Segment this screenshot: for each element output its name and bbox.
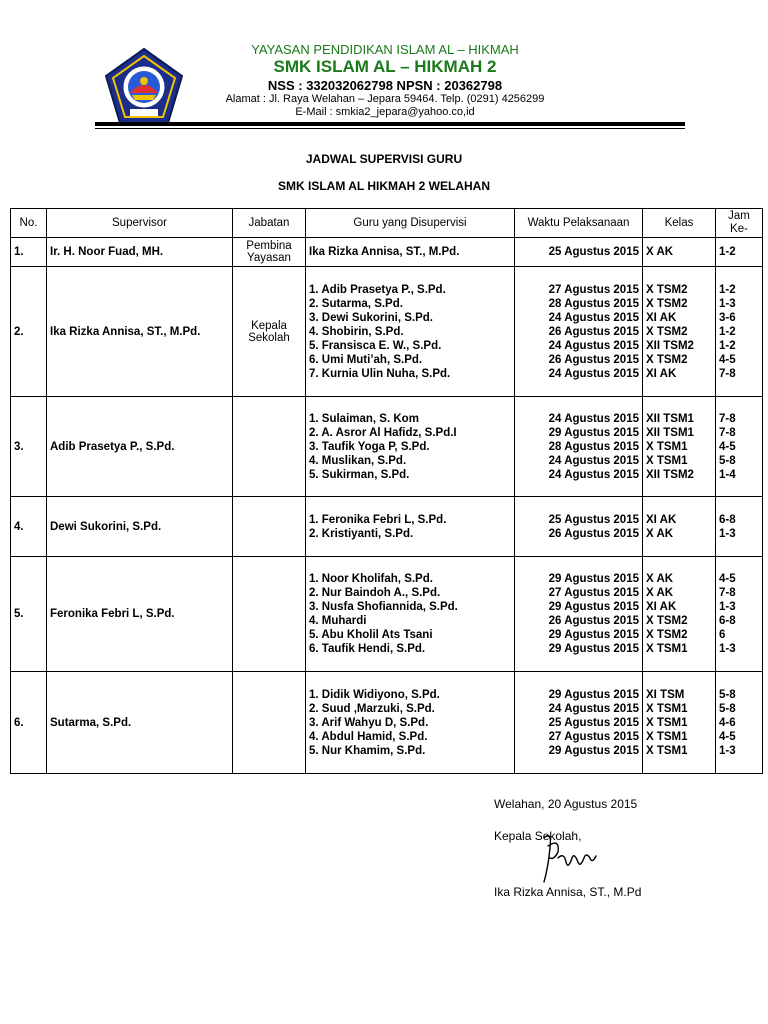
kelas-item: X TSM1 [646, 730, 688, 743]
table-row [11, 267, 763, 397]
guru-item: 1. Noor Kholifah, S.Pd. [309, 573, 433, 585]
letterhead-rule-thick [95, 122, 685, 126]
waktu-list [518, 245, 639, 259]
guru-item: 5. Abu Kholil Ats Tsani [309, 629, 433, 641]
table-row [11, 557, 763, 672]
jam-list [719, 412, 759, 482]
row-number: 6. [11, 672, 47, 774]
kelas-item: X TSM1 [646, 643, 688, 655]
guru-item: 2. Kristiyanti, S.Pd. [309, 527, 414, 540]
kelas-cell [643, 557, 716, 672]
kelas-item: X TSM1 [646, 702, 688, 715]
school-address: Alamat : Jl. Raya Welahan – Jepara 59464. Telp. (0291) 4256299 [225, 93, 545, 105]
jam-item: 6-8 [719, 615, 736, 627]
waktu-item: 29 Agustus 2015 [548, 643, 639, 655]
kelas-list [646, 245, 712, 259]
kelas-item: X TSM2 [646, 629, 688, 641]
waktu-item: 27 Agustus 2015 [548, 730, 639, 743]
jam-list [719, 245, 759, 259]
kelas-item: XI TSM [646, 688, 685, 701]
kelas-item: X TSM2 [646, 353, 688, 366]
guru-item: 4. Abdul Hamid, S.Pd. [309, 730, 428, 743]
waktu-item: 29 Agustus 2015 [548, 744, 639, 757]
waktu-cell [515, 497, 643, 557]
kelas-item: X TSM1 [646, 454, 688, 467]
jam-cell [716, 397, 763, 497]
waktu-item: 24 Agustus 2015 [548, 702, 639, 715]
guru-list [309, 245, 511, 259]
guru-item: 1. Didik Widiyono, S.Pd. [309, 688, 440, 701]
waktu-list [518, 412, 639, 482]
kelas-item: XII TSM2 [646, 339, 694, 352]
waktu-item: 29 Agustus 2015 [548, 629, 639, 641]
kelas-item: X TSM1 [646, 716, 688, 729]
guru-item: 2. Sutarma, S.Pd. [309, 297, 403, 310]
guru-item: 1. Feronika Febri L, S.Pd. [309, 513, 447, 526]
supervisor-name: Dewi Sukorini, S.Pd. [47, 497, 233, 557]
jam-item: 1-2 [719, 283, 736, 296]
header-waktu: Waktu Pelaksanaan [515, 209, 643, 238]
kelas-item: XII TSM1 [646, 412, 694, 425]
waktu-item: 24 Agustus 2015 [548, 412, 639, 425]
kelas-item: XI AK [646, 601, 677, 613]
document-subtitle: SMK ISLAM AL HIKMAH 2 WELAHAN [278, 179, 490, 193]
jam-item: 1-3 [719, 297, 736, 310]
jam-list [719, 688, 759, 758]
handwritten-signature [538, 828, 600, 886]
guru-cell [306, 672, 515, 774]
waktu-item: 29 Agustus 2015 [548, 601, 639, 613]
waktu-item: 27 Agustus 2015 [548, 587, 639, 599]
jam-item: 4-5 [719, 353, 736, 366]
kelas-list [646, 572, 712, 656]
guru-list [309, 283, 511, 381]
signature-role: Kepala Sekolah, [494, 829, 582, 843]
table-header-row [11, 209, 763, 238]
jam-item: 4-5 [719, 573, 736, 585]
jam-item: 3-6 [719, 311, 736, 324]
jabatan-cell [233, 557, 306, 672]
guru-item: 7. Kurnia Ulin Nuha, S.Pd. [309, 367, 451, 380]
waktu-list [518, 283, 639, 381]
guru-list [309, 513, 511, 541]
signature-name: Ika Rizka Annisa, ST., M.Pd [494, 885, 642, 899]
guru-item: 3. Taufik Yoga P, S.Pd. [309, 440, 430, 453]
jam-cell [716, 267, 763, 397]
guru-item: 5. Fransisca E. W., S.Pd. [309, 339, 442, 352]
guru-item: Ika Rizka Annisa, ST., M.Pd. [309, 246, 460, 258]
jam-item: 7-8 [719, 412, 736, 425]
guru-list [309, 572, 511, 656]
waktu-list [518, 572, 639, 656]
guru-cell [306, 267, 515, 397]
kelas-item: X TSM2 [646, 325, 688, 338]
kelas-cell [643, 267, 716, 397]
guru-item: 4. Shobirin, S.Pd. [309, 325, 404, 338]
jam-list [719, 513, 759, 541]
kelas-list [646, 412, 712, 482]
kelas-item: X TSM1 [646, 440, 688, 453]
supervisor-name: Adib Prasetya P., S.Pd. [47, 397, 233, 497]
guru-item: 1. Sulaiman, S. Kom [309, 412, 419, 425]
school-logo [104, 47, 184, 125]
guru-item: 2. Suud ,Marzuki, S.Pd. [309, 702, 435, 715]
jabatan-cell [233, 397, 306, 497]
kelas-cell [643, 238, 716, 267]
kelas-item: XI AK [646, 513, 677, 526]
waktu-item: 28 Agustus 2015 [548, 440, 639, 453]
guru-cell [306, 238, 515, 267]
waktu-item: 26 Agustus 2015 [548, 325, 639, 338]
waktu-item: 26 Agustus 2015 [548, 615, 639, 627]
nss-npsn: NSS : 332032062798 NPSN : 20362798 [267, 78, 503, 93]
jabatan-cell [233, 497, 306, 557]
jam-item: 5-8 [719, 454, 736, 467]
waktu-item: 29 Agustus 2015 [548, 426, 639, 439]
guru-item: 3. Arif Wahyu D, S.Pd. [309, 716, 429, 729]
jam-list [719, 283, 759, 381]
waktu-item: 29 Agustus 2015 [548, 573, 639, 585]
jam-item: 7-8 [719, 587, 736, 599]
waktu-item: 24 Agustus 2015 [548, 311, 639, 324]
jam-cell [716, 557, 763, 672]
guru-item: 5. Nur Khamim, S.Pd. [309, 744, 426, 757]
waktu-cell [515, 267, 643, 397]
waktu-item: 24 Agustus 2015 [548, 468, 639, 481]
waktu-list [518, 688, 639, 758]
kelas-item: X TSM2 [646, 297, 688, 310]
guru-item: 4. Muslikan, S.Pd. [309, 454, 407, 467]
guru-item: 3. Dewi Sukorini, S.Pd. [309, 311, 433, 324]
kelas-item: X AK [646, 246, 674, 258]
header-guru: Guru yang Disupervisi [306, 209, 515, 238]
guru-item: 3. Nusfa Shofiannida, S.Pd. [309, 601, 458, 613]
supervision-schedule-table [10, 208, 763, 774]
jam-item: 1-3 [719, 643, 736, 655]
header-kelas: Kelas [643, 209, 716, 238]
row-number: 1. [11, 238, 47, 267]
kelas-cell [643, 397, 716, 497]
jam-list [719, 572, 759, 656]
table-row [11, 238, 763, 267]
waktu-list [518, 513, 639, 541]
kelas-cell [643, 672, 716, 774]
guru-item: 2. Nur Baindoh A., S.Pd. [309, 587, 441, 599]
table-row [11, 397, 763, 497]
guru-item: 6. Umi Muti’ah, S.Pd. [309, 353, 423, 366]
kelas-item: X AK [646, 573, 674, 585]
guru-cell [306, 497, 515, 557]
jam-cell [716, 238, 763, 267]
waktu-cell [515, 238, 643, 267]
header-supervisor: Supervisor [47, 209, 233, 238]
guru-item: 1. Adib Prasetya P., S.Pd. [309, 283, 446, 296]
kelas-item: X TSM1 [646, 744, 688, 757]
jam-item: 6-8 [719, 513, 736, 526]
header-jabatan: Jabatan [233, 209, 306, 238]
jam-item: 1-3 [719, 744, 736, 757]
jam-item: 1-2 [719, 339, 736, 352]
jam-item: 5-8 [719, 688, 736, 701]
guru-item: 6. Taufik Hendi, S.Pd. [309, 643, 426, 655]
jabatan-cell: Kepala Sekolah [233, 267, 306, 397]
jam-item: 7-8 [719, 367, 736, 380]
signature-place-date: Welahan, 20 Agustus 2015 [494, 797, 638, 811]
waktu-item: 24 Agustus 2015 [548, 339, 639, 352]
kelas-item: X TSM2 [646, 283, 688, 296]
guru-cell [306, 557, 515, 672]
supervisor-name: Ir. H. Noor Fuad, MH. [47, 238, 233, 267]
waktu-item: 25 Agustus 2015 [548, 716, 639, 729]
kelas-item: X AK [646, 587, 674, 599]
kelas-list [646, 688, 712, 758]
waktu-cell [515, 397, 643, 497]
guru-item: 5. Sukirman, S.Pd. [309, 468, 410, 481]
kelas-item: XII TSM1 [646, 426, 694, 439]
guru-cell [306, 397, 515, 497]
jam-item: 7-8 [719, 426, 736, 439]
jam-item: 4-6 [719, 716, 736, 729]
header-no: No. [11, 209, 47, 238]
supervisor-name: Sutarma, S.Pd. [47, 672, 233, 774]
kelas-item: X AK [646, 527, 674, 540]
kelas-list [646, 283, 712, 381]
jam-item: 4-5 [719, 730, 736, 743]
table-row [11, 497, 763, 557]
row-number: 2. [11, 267, 47, 397]
jam-item: 1-3 [719, 601, 736, 613]
jam-item: 1-3 [719, 527, 736, 540]
school-email: E-Mail : smkia2_jepara@yahoo.co,id [295, 106, 475, 118]
waktu-item: 24 Agustus 2015 [548, 454, 639, 467]
jam-cell [716, 497, 763, 557]
foundation-name: YAYASAN PENDIDIKAN ISLAM AL – HIKMAH [251, 42, 519, 57]
waktu-cell [515, 672, 643, 774]
waktu-item: 25 Agustus 2015 [548, 513, 639, 526]
guru-item: 2. A. Asror Al Hafidz, S.Pd.I [309, 426, 457, 439]
letterhead-rule-thin [95, 128, 685, 129]
jam-item: 5-8 [719, 702, 736, 715]
waktu-cell [515, 557, 643, 672]
kelas-list [646, 513, 712, 541]
jam-item: 1-2 [719, 325, 736, 338]
kelas-cell [643, 497, 716, 557]
kelas-item: XII TSM2 [646, 468, 694, 481]
waktu-item: 29 Agustus 2015 [548, 688, 639, 701]
waktu-item: 28 Agustus 2015 [548, 297, 639, 310]
supervisor-name: Ika Rizka Annisa, ST., M.Pd. [47, 267, 233, 397]
supervisor-name: Feronika Febri L, S.Pd. [47, 557, 233, 672]
guru-list [309, 688, 511, 758]
guru-item: 4. Muhardi [309, 615, 367, 627]
waktu-item: 26 Agustus 2015 [548, 527, 639, 540]
kelas-item: XI AK [646, 367, 677, 380]
jabatan-cell [233, 672, 306, 774]
row-number: 5. [11, 557, 47, 672]
guru-list [309, 412, 511, 482]
row-number: 4. [11, 497, 47, 557]
waktu-item: 27 Agustus 2015 [548, 283, 639, 296]
kelas-item: X TSM2 [646, 615, 688, 627]
jam-item: 4-5 [719, 440, 736, 453]
row-number: 3. [11, 397, 47, 497]
jam-item: 1-2 [719, 246, 736, 258]
kelas-item: XI AK [646, 311, 677, 324]
school-name: SMK ISLAM AL – HIKMAH 2 [273, 57, 497, 76]
waktu-item: 26 Agustus 2015 [548, 353, 639, 366]
table-row [11, 672, 763, 774]
jam-cell [716, 672, 763, 774]
document-title: JADWAL SUPERVISI GURU [305, 152, 463, 166]
waktu-item: 25 Agustus 2015 [548, 246, 639, 258]
jam-item: 1-4 [719, 468, 736, 481]
waktu-item: 24 Agustus 2015 [548, 367, 639, 380]
jam-item: 6 [719, 629, 726, 641]
jabatan-cell: Pembina Yayasan [233, 238, 306, 267]
header-jam: Jam Ke- [716, 209, 763, 238]
